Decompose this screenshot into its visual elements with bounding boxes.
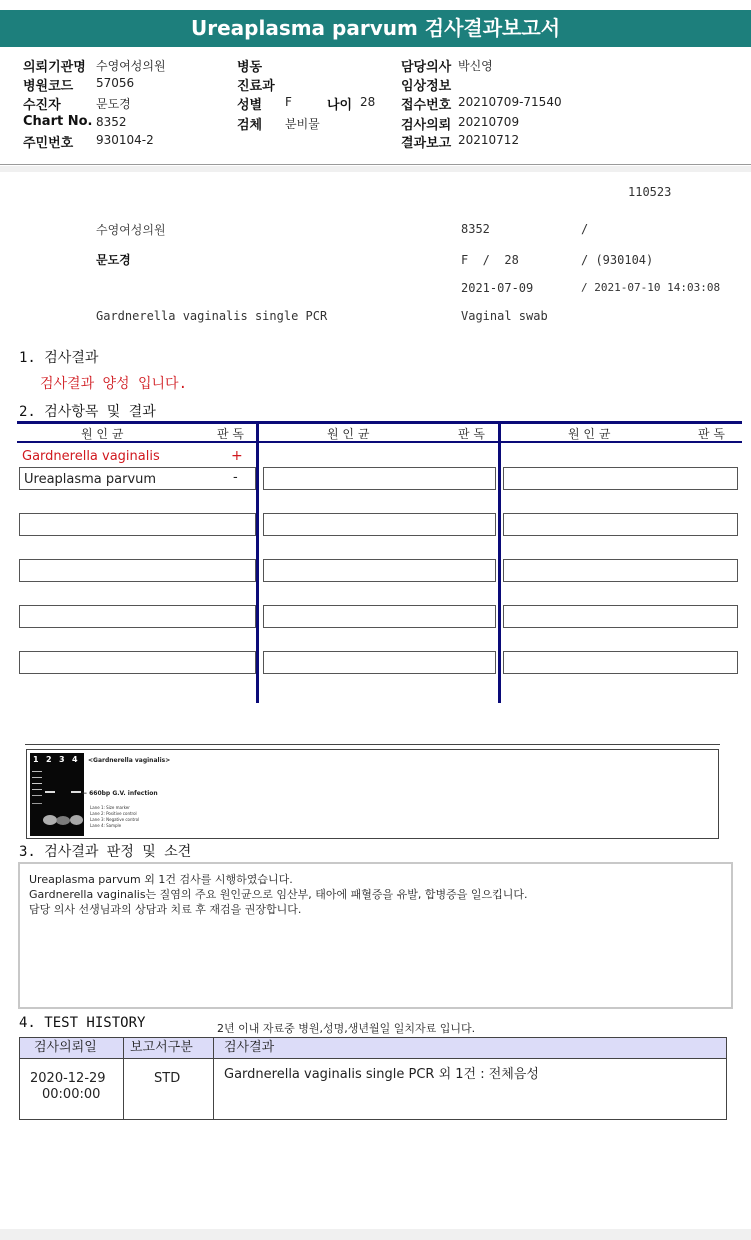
gel-glow	[70, 815, 83, 825]
gel-photo	[30, 753, 84, 836]
report-date-value: 20210712	[458, 133, 520, 147]
result-cell	[263, 559, 496, 582]
patient-label: 수진자	[23, 98, 61, 113]
gel-lane-number: 3	[59, 755, 65, 764]
hospital-code-label: 병원코드	[23, 79, 74, 94]
hospital-name-label: 의뢰기관명	[23, 60, 86, 75]
result-cell	[503, 559, 738, 582]
result-cell	[503, 651, 738, 674]
gel-band	[32, 771, 42, 772]
specimen-value: 분비물	[285, 117, 320, 131]
info-patient: 문도경	[96, 253, 131, 267]
gel-band	[32, 777, 42, 778]
result-cell	[263, 651, 496, 674]
sex-value: F	[285, 95, 292, 109]
history-header-type: 보고서구분	[123, 1037, 214, 1059]
info-reported: / 2021-07-10 14:03:08	[581, 281, 721, 294]
info-received: 2021-07-09	[461, 281, 534, 295]
opinion-line: 담당 의사 선생님과의 상담과 치료 후 재검을 권장합니다.	[29, 903, 302, 916]
section4-heading: 4. TEST HISTORY	[19, 1015, 146, 1031]
age-label: 나이	[327, 98, 353, 113]
history-table	[19, 1037, 727, 1120]
gel-band	[32, 803, 42, 804]
history-cell-result	[213, 1058, 727, 1120]
history-cell-date	[19, 1058, 124, 1120]
column-header-organism: 원 인 균	[568, 427, 611, 441]
gel-band	[32, 783, 42, 784]
result-cell	[503, 605, 738, 628]
request-date-value: 20210709	[458, 115, 520, 129]
gel-title: <Gardnerella vaginalis>	[88, 757, 171, 764]
history-time: 00:00:00	[42, 1087, 101, 1102]
gel-band	[45, 791, 55, 793]
chart-no-value: 8352	[96, 115, 127, 129]
results-table	[17, 421, 742, 703]
section1-heading: 1. 검사결과	[19, 350, 99, 366]
specimen-label: 검체	[237, 118, 263, 133]
info-slash: /	[581, 222, 589, 236]
hospital-name-value: 수영여성의원	[96, 59, 166, 73]
organism-result: +	[231, 448, 243, 464]
table-top-rule	[17, 421, 742, 424]
opinion-box	[18, 862, 733, 1009]
result-cell	[263, 467, 496, 490]
opinion-line: Gardnerella vaginalis는 질염의 주요 원인균으로 임산부, 태아에 패혈증을 유발, 합병증을 일으킵니다.	[29, 888, 528, 901]
result-cell	[19, 651, 256, 674]
history-cell-type	[123, 1058, 214, 1120]
gel-legend-line: Lane 4: Sample	[90, 823, 122, 828]
info-test-name: Gardnerella vaginalis single PCR	[96, 309, 328, 323]
column-header-judge: 판 독	[458, 427, 485, 441]
gel-band	[71, 791, 81, 793]
receipt-no-label: 접수번호	[401, 98, 452, 113]
result-cell	[19, 559, 256, 582]
gel-glow	[56, 816, 70, 825]
table-header-rule	[17, 441, 742, 443]
report-date-label: 결과보고	[401, 136, 452, 151]
organism-result: -	[233, 470, 238, 485]
info-chart: 8352	[461, 222, 490, 236]
header-divider	[0, 164, 751, 165]
request-date-label: 검사의뢰	[401, 118, 452, 133]
doctor-value: 박신영	[458, 59, 493, 73]
history-header-result: 검사결과	[213, 1037, 727, 1059]
page-bottom-strip	[0, 1229, 751, 1240]
result-cell	[263, 605, 496, 628]
history-result: Gardnerella vaginalis single PCR 외 1건 : 전체음성	[224, 1067, 539, 1082]
history-note: 2년 이내 자료중 병원,성명,생년월일 일치자료 입니다.	[217, 1022, 476, 1035]
gel-band-label: ← 660bp G.V. infection	[82, 790, 158, 797]
result-cell	[503, 467, 738, 490]
sex-label: 성별	[237, 98, 263, 113]
result-cell	[263, 513, 496, 536]
result-cell	[19, 605, 256, 628]
info-specimen: Vaginal swab	[461, 309, 548, 323]
opinion-line: Ureaplasma parvum 외 1건 검사를 시행하였습니다.	[29, 873, 293, 886]
column-header-judge: 판 독	[217, 427, 244, 441]
patient-value: 문도경	[96, 97, 131, 111]
result-cell	[19, 513, 256, 536]
age-value: 28	[360, 95, 376, 109]
department-label: 진료과	[237, 79, 275, 94]
column-divider-2	[498, 421, 501, 703]
receipt-no-value: 20210709-71540	[458, 95, 562, 109]
ward-label: 병동	[237, 60, 263, 75]
header-info	[0, 55, 751, 165]
doctor-label: 담당의사	[401, 60, 452, 75]
section3-heading: 3. 검사결과 판정 및 소견	[19, 844, 192, 860]
report-code: 110523	[628, 185, 672, 199]
gel-glow	[43, 815, 57, 825]
resident-no-value: 930104-2	[96, 133, 154, 147]
history-type: STD	[154, 1071, 181, 1086]
column-divider-1	[256, 421, 259, 703]
gel-legend-line: Lane 3: Negative control	[90, 817, 140, 822]
report-title: Ureaplasma parvum 검사결과보고서	[0, 10, 751, 47]
column-header-judge: 판 독	[698, 427, 725, 441]
gel-band	[32, 789, 42, 790]
gel-lane-number: 4	[72, 755, 78, 764]
clinical-info-label: 임상정보	[401, 79, 452, 94]
gel-legend-line: Lane 2: Positive control	[90, 811, 137, 816]
history-date: 2020-12-29	[30, 1071, 106, 1086]
organism-name: Ureaplasma parvum	[24, 472, 157, 487]
section2-heading: 2. 검사항목 및 결과	[19, 404, 156, 420]
history-header-date: 검사의뢰일	[19, 1037, 124, 1059]
column-header-organism: 원 인 균	[81, 427, 124, 441]
organism-name: Gardnerella vaginalis	[22, 449, 160, 464]
hospital-code-value: 57056	[96, 76, 135, 90]
gel-legend-line: Lane 1: Size marker	[90, 805, 130, 810]
gel-band	[32, 795, 42, 796]
info-clinic: 수영여성의원	[96, 223, 166, 237]
gel-lane-number: 2	[46, 755, 52, 764]
result-cell	[503, 513, 738, 536]
gel-lane-number: 1	[33, 755, 39, 764]
chart-no-label: Chart No.	[23, 114, 93, 129]
column-header-organism: 원 인 균	[327, 427, 370, 441]
info-sex-age: F / 28	[461, 253, 519, 267]
gel-panel	[26, 749, 719, 839]
gel-top-rule	[25, 744, 720, 745]
info-birth: / (930104)	[581, 253, 654, 267]
positive-result-text: 검사결과 양성 입니다.	[40, 376, 188, 392]
header-divider-shadow	[0, 166, 751, 172]
resident-no-label: 주민번호	[23, 136, 74, 151]
